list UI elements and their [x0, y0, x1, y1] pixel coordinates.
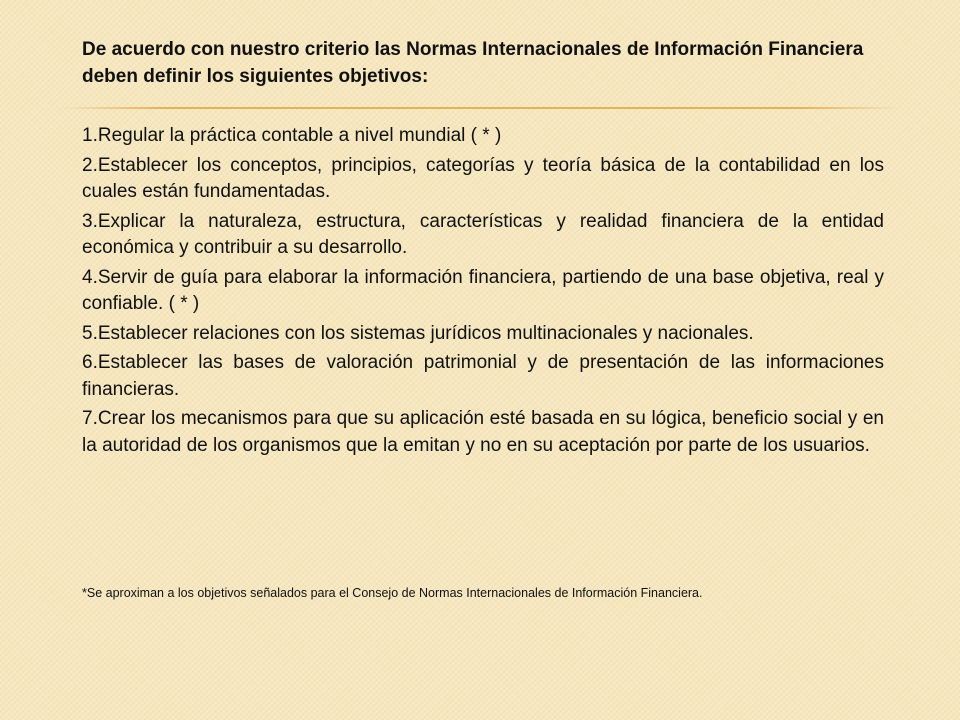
slide-title: De acuerdo con nuestro criterio las Normas Internacionales de Información Financiera deben definir los siguientes objetivos: — [82, 39, 864, 87]
objective-item: 2.Establecer los conceptos, principios, categorías y teoría básica de la contabilidad en los cuales están fundamentadas. — [82, 154, 884, 202]
objectives-list — [82, 123, 884, 462]
title-divider — [60, 107, 900, 109]
objective-item: 4.Servir de guía para elaborar la información financiera, partiendo de una base objetiva, real y confiable. ( * ) — [82, 266, 884, 314]
objective-item: 3.Explicar la naturaleza, estructura, características y realidad financiera de la entidad económica y contribuir a su desarrollo. — [82, 210, 884, 258]
footnote: *Se aproximan a los objetivos señalados para el Consejo de Normas Internacionales de Información Financiera. — [82, 586, 703, 600]
objective-item: 1.Regular la práctica contable a nivel mundial ( * ) — [82, 125, 502, 146]
objective-item: 5.Establecer relaciones con los sistemas jurídicos multinacionales y nacionales. — [82, 322, 754, 344]
objective-item: 6.Establecer las bases de valoración patrimonial y de presentación de las informaciones financieras. — [82, 352, 884, 400]
objective-item: 7.Crear los mecanismos para que su aplicación esté basada en su lógica, beneficio social y en la autoridad de los organismos que la emitan y no en su aceptación por parte de los usuarios. — [82, 408, 884, 456]
